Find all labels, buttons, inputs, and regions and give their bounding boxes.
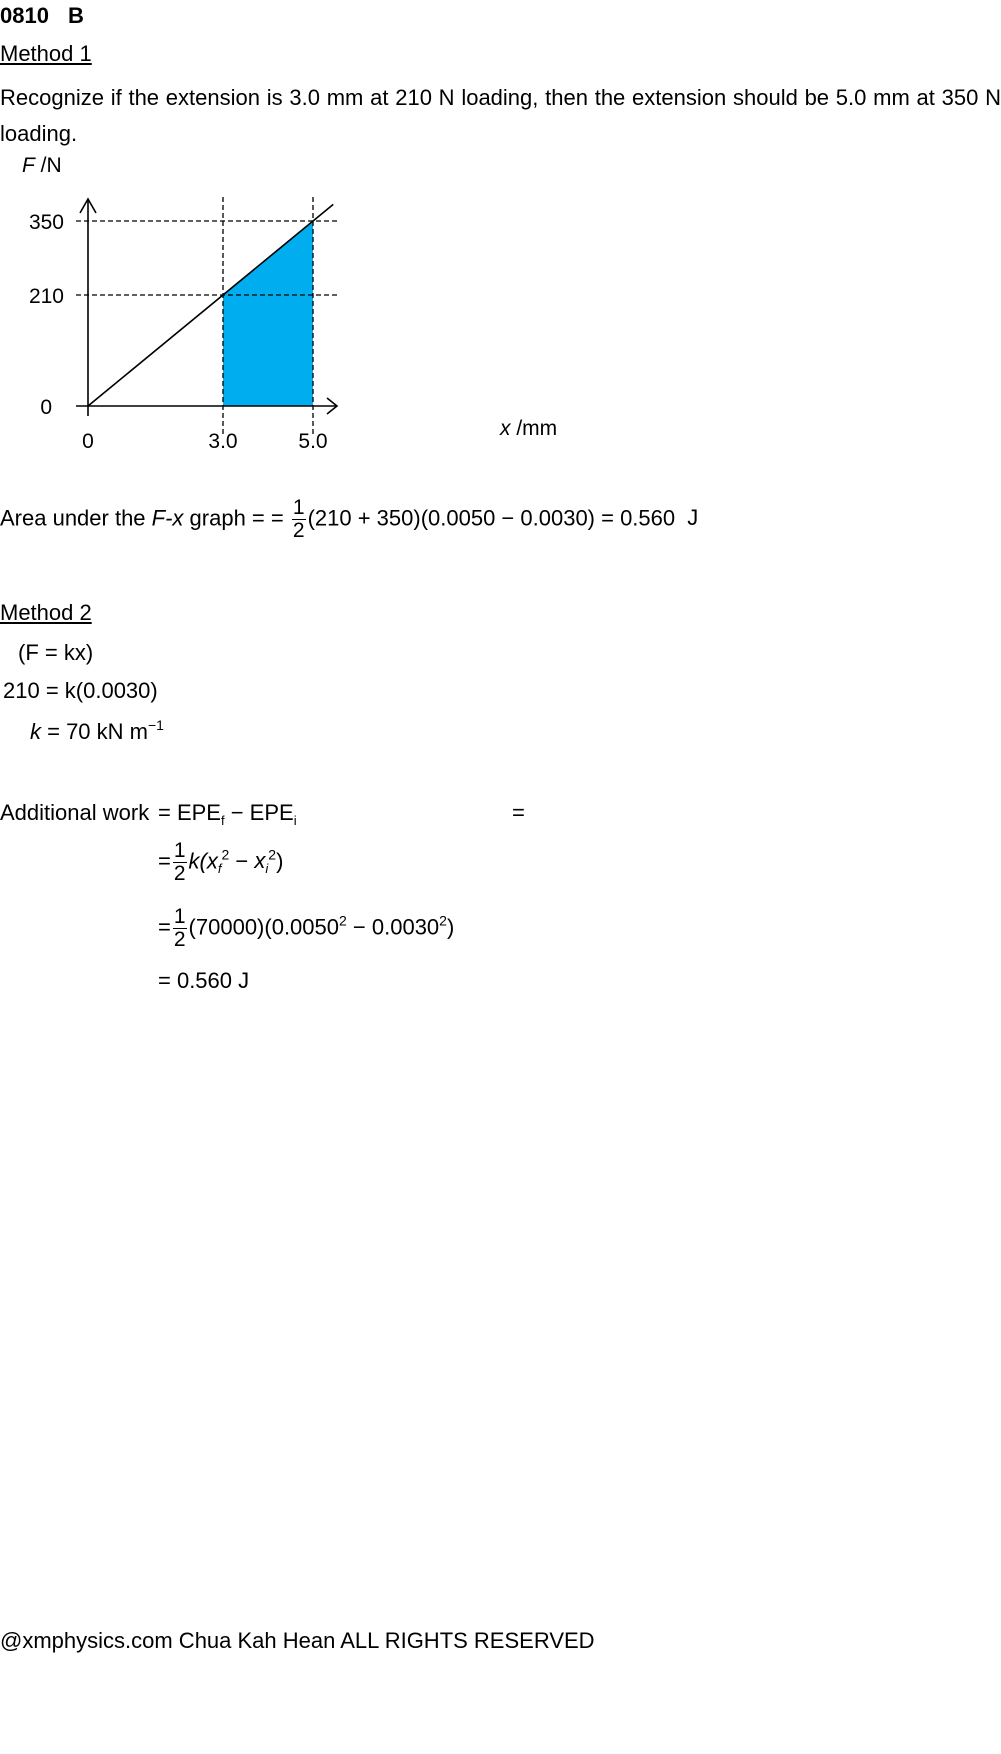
force-extension-graph [0, 150, 600, 460]
work-line1: = $EPE_f - EPE_i$ [158, 800, 297, 828]
area-fraction: $\frac{1}{2}$ [292, 496, 305, 542]
area-prefix-b: graph = [183, 505, 271, 531]
method1-text: Recognize if the extension is 3.0 mm at 210 N loading, then the extension should be 5.0 mm at 350 N loading. [0, 85, 1001, 146]
area-eq-sign: = [270, 505, 284, 531]
area-unit: J [687, 505, 699, 531]
method2-title: Method 2 [0, 600, 92, 625]
y-tick-label-0: 0 [40, 396, 52, 419]
x-axis-label: x /mm [500, 417, 558, 440]
work-trailing-equals: = [512, 800, 525, 825]
area-prefix-var: F-x [151, 505, 184, 531]
footer-copyright: @xmphysics.com Chua Kah Hean ALL RIGHTS RESERVED [0, 1628, 595, 1653]
x-tick-label-5: 5.0 [298, 430, 328, 453]
method2-line1: (F = kx) [18, 640, 94, 665]
work-line2: = $\frac{1}{2}$ $k(x_f^2 - x_i^2)$ [158, 839, 284, 885]
work-label: Additional work [0, 800, 150, 825]
method2-line3: k = 70 kN $m^{-1}$ [30, 717, 164, 744]
work-line3: = $\frac{1}{2}$ $(70000)(0.0050^2 - 0.0030^2)$ [158, 905, 455, 951]
x-tick-label-0: 0 [82, 430, 94, 453]
area-prefix: Area under the [0, 505, 152, 531]
method2-line2: 210 = k(0.0030) [3, 678, 158, 703]
method1-title: Method 1 [0, 41, 92, 66]
y-tick-label-210: 210 [28, 285, 64, 308]
area-expression: (210 + 350)(0.0050 − 0.0030) = 0.560 [307, 505, 676, 531]
y-tick-label-350: 350 [28, 211, 64, 234]
shaded-area [223, 221, 313, 406]
area-equation [0, 497, 698, 542]
work-result: = 0.560 J [158, 968, 250, 993]
y-axis-label: F /N [22, 154, 62, 177]
question-number: 0810 [0, 3, 49, 28]
answer-letter: B [68, 3, 84, 28]
x-tick-label-3: 3.0 [208, 430, 238, 453]
